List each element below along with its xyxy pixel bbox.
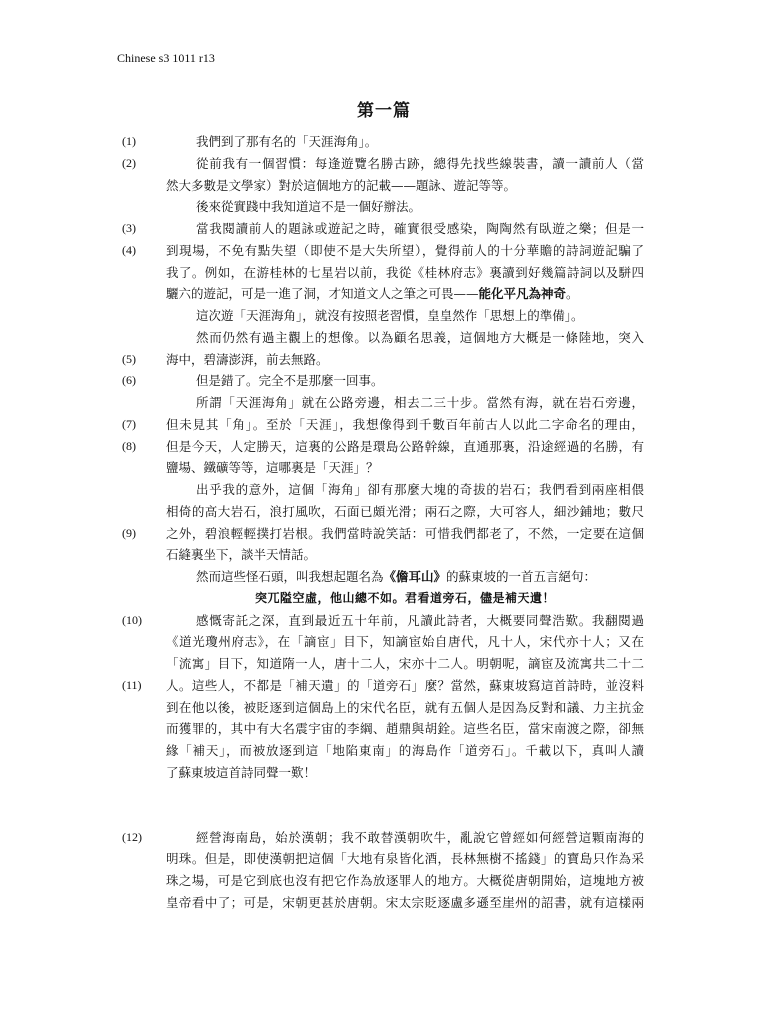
line-text-main: 明珠。但是，即使漢朝把這個「大地有泉皆化酒，長林無樹不搖錢」的寶島只作為采 <box>166 851 644 867</box>
line-text <box>166 240 644 262</box>
line-number: (7) <box>122 416 136 431</box>
line-text-main: 突兀隘空虛，他山總不如。君看道旁石，儘是補天遺！ <box>254 590 555 605</box>
text-line <box>0 848 768 870</box>
line-text <box>166 848 644 870</box>
line-text-main: 然而這些怪石頭，叫我想起題名為 <box>196 569 384 584</box>
line-text <box>196 392 644 414</box>
line-text-main: 皇帝看中了；可是，宋朝更甚於唐朝。宋太宗貶逐盧多遜至崖州的詔書，就有這樣兩 <box>166 894 644 910</box>
line-text-main: 這次遊「天涯海角」，就沒有按照老習慣，皇皇然作「思想上的準備」。 <box>196 308 584 323</box>
line-text <box>196 305 644 327</box>
line-text <box>166 501 644 523</box>
line-text-main: 珠之場，可是它到底也沒有把它作為放逐罪人的地方。大概從唐朝開始，這塊地方被 <box>166 873 644 888</box>
line-number: (8) <box>122 438 136 453</box>
line-text-main: 而獲罪的，其中有大名震宇宙的李綱、趙鼎與胡銓。這些名臣，當宋南渡之際，卻無 <box>166 721 644 737</box>
line-text-main: 然大多數是文學家）對於這個地方的記載——題詠、遊記等等。 <box>166 177 517 193</box>
text-line <box>0 392 768 414</box>
line-text-main: 但是今天，人定勝天，這裏的公路是環島公路幹線，直通那裏，沿途經過的名勝，有 <box>166 438 644 454</box>
line-text <box>166 523 644 545</box>
line-text <box>196 370 644 392</box>
line-text <box>166 740 644 762</box>
emphasized-text: 《儋耳山》 <box>383 569 447 584</box>
line-text <box>166 892 644 914</box>
text-line <box>0 305 768 327</box>
text-line <box>0 610 768 632</box>
text-line <box>0 153 768 175</box>
document-body <box>0 131 768 914</box>
text-line <box>0 240 768 262</box>
line-text <box>196 218 644 240</box>
line-number: (6) <box>122 373 136 388</box>
line-text-main: 鹽場、鐵礦等等，這哪裏是「天涯」？ <box>166 460 379 476</box>
line-text-main: 後來從實踐中我知道這不是一個好辦法。 <box>196 199 422 215</box>
line-text-main: 緣「補天」，而被放逐到這「地陷東南」的海島作「道旁石」。千載以下，真叫人讀 <box>166 743 644 758</box>
emphasized-text: 能化平凡為神奇 <box>478 286 567 302</box>
text-line <box>0 653 768 675</box>
line-text <box>166 414 644 436</box>
line-text <box>196 610 644 632</box>
line-text-main: 出乎我的意外，這個「海角」卻有那麼大塊的奇拔的岩石；我們看到兩座相偎 <box>196 482 644 497</box>
document-header: Chinese s3 1011 r13 <box>117 51 215 65</box>
line-text-main: 《道光瓊州府志》，在「謫宦」目下，知謫宦始自唐代，凡十人，宋代亦十人；又在 <box>166 634 644 650</box>
line-text <box>196 196 644 218</box>
line-text <box>166 436 644 458</box>
line-text <box>166 349 644 371</box>
line-text <box>166 631 644 653</box>
line-text <box>196 566 644 588</box>
line-text-main: 相倚的高大岩石，浪打風吹，石面已頗光滑；兩石之際，大可容人，細沙鋪地；數尺 <box>166 503 644 519</box>
line-text <box>196 827 644 849</box>
text-line <box>0 262 768 284</box>
text-line <box>0 892 768 914</box>
text-line <box>0 827 768 849</box>
section-gap <box>0 784 768 827</box>
line-text-main: 到在他以後，被貶逐到這個島上的宋代名臣，就有五個人是因為反對和議、力主抗金 <box>166 699 644 715</box>
text-line <box>0 196 768 218</box>
line-number: (3) <box>122 221 136 235</box>
line-text-tail: 。 <box>566 286 579 302</box>
text-line <box>0 479 768 501</box>
line-text-main: 「流寓」目下，知道隋一人，唐十二人，宋亦十二人。明朝呢，謫宦及流寓共二十二 <box>166 656 644 671</box>
line-text-main: 但未見其「角」。至於「天涯」，我想像得到千數百年前古人以此二字命名的理由， <box>166 416 644 432</box>
line-text <box>166 697 644 719</box>
line-text <box>196 153 644 175</box>
line-text-main: 所謂「天涯海角」就在公路旁邊，相去二三十步。當然有海，就在岩石旁邊， <box>196 395 644 410</box>
text-line <box>0 327 768 349</box>
text-line <box>0 740 768 762</box>
text-line <box>0 631 768 653</box>
line-text-main: 我們到了那有名的「天涯海角」。 <box>196 134 378 149</box>
text-line <box>0 175 768 197</box>
line-text <box>166 262 644 284</box>
line-text <box>196 131 644 153</box>
line-text-main: 到現場，不免有點失望（即使不是大失所望），覺得前人的十分華贍的詩詞遊記騙了 <box>166 242 644 258</box>
text-line <box>0 544 768 566</box>
line-text <box>166 653 644 675</box>
line-number: (1) <box>122 134 136 148</box>
line-text-main: 驪六的遊記，可是一進了洞，才知道文人之筆之可畏—— <box>166 286 479 302</box>
line-number: (9) <box>122 525 136 540</box>
text-line <box>0 370 768 392</box>
line-text-main: 石縫裏坐下，談半天情話。 <box>166 547 317 563</box>
text-line <box>0 218 768 240</box>
text-line <box>0 283 768 305</box>
poem-line <box>166 588 644 610</box>
text-line <box>0 436 768 458</box>
line-text-main: 然而仍然有過主觀上的想像。以為顧名思義，這個地方大概是一條陸地，突入 <box>196 329 644 345</box>
line-text-main: 感慨寄託之深，直到最近五十年前，凡讀此詩者，大概要同聲浩歎。我翻閱過 <box>196 612 644 628</box>
line-text <box>166 457 644 479</box>
line-number: (12) <box>122 829 142 844</box>
line-number: (10) <box>122 612 142 627</box>
line-text-main: 當我閱讀前人的題詠或遊記之時，確實很受感染，陶陶然有臥遊之樂；但是一 <box>196 221 644 236</box>
text-line <box>0 523 768 545</box>
line-number: (5) <box>122 351 136 366</box>
line-number: (4) <box>122 242 136 257</box>
line-text-main: 從前我有一個習慣：每逢遊覽名勝古跡，總得先找些線裝書，讀一讀前人（當 <box>196 155 644 171</box>
text-line <box>0 675 768 697</box>
text-line <box>0 414 768 436</box>
line-text-tail: 的蘇東坡的一首五言絕句： <box>446 569 597 584</box>
text-line <box>0 870 768 892</box>
line-text-main: 海中，碧濤澎湃，前去無路。 <box>166 351 329 367</box>
text-line <box>0 588 768 610</box>
line-text <box>166 870 644 892</box>
text-line <box>0 718 768 740</box>
line-number: (2) <box>122 155 136 170</box>
text-line <box>0 762 768 784</box>
line-text <box>166 544 644 566</box>
text-line <box>0 457 768 479</box>
line-text-main: 人。這些人，不都是「補天遺」的「道旁石」麼？當然，蘇東坡寫這首詩時，並沒料 <box>166 677 644 693</box>
line-text <box>166 175 644 197</box>
text-line <box>0 131 768 153</box>
text-line <box>0 566 768 588</box>
page-title: 第一篇 <box>357 101 411 121</box>
text-line <box>0 501 768 523</box>
line-text <box>166 283 644 305</box>
line-text <box>196 479 644 501</box>
line-text <box>166 762 644 784</box>
line-number: (11) <box>122 677 142 692</box>
line-text <box>166 675 644 697</box>
line-text <box>166 718 644 740</box>
text-line <box>0 349 768 371</box>
line-text-main: 之外，碧浪輕輕撲打岩根。我們當時說笑話：可惜我們都老了，不然，一定要在這個 <box>166 525 644 541</box>
line-text-main: 了蘇東坡這首詩同聲一歎！ <box>166 764 317 780</box>
text-line <box>0 697 768 719</box>
line-text-main: 經營海南島，始於漢朝；我不敢替漢朝吹牛，亂說它曾經如何經營這顆南海的 <box>196 829 644 845</box>
line-text-main: 我了。例如，在游桂林的七星岩以前，我從《桂林府志》裏讀到好幾篇詩詞以及駢四 <box>166 264 644 280</box>
line-text-main: 但是錯了。完全不是那麼一回事。 <box>196 373 384 389</box>
line-text <box>196 327 644 349</box>
